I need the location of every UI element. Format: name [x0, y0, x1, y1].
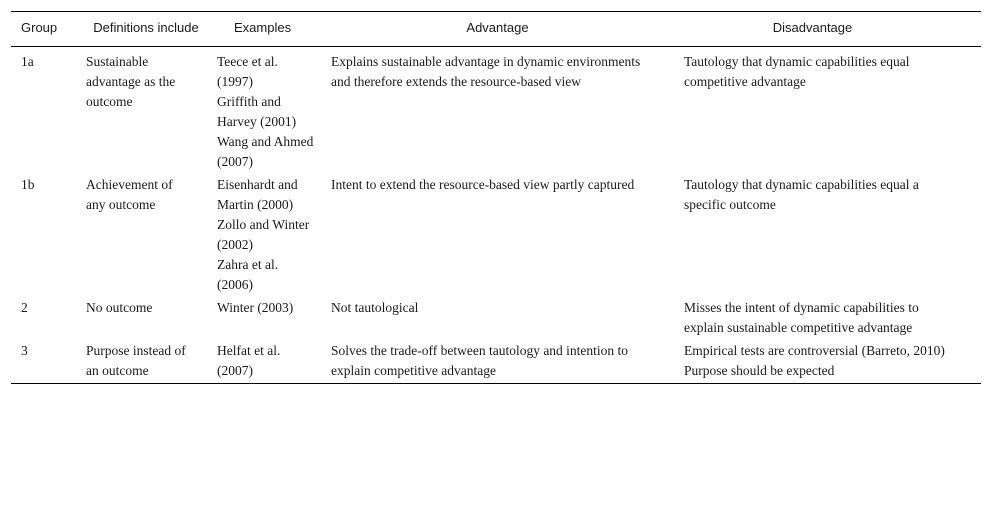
cell-examples: [217, 340, 331, 384]
cell-definitions: No outcome: [86, 300, 153, 315]
cell-group: 1a: [21, 54, 34, 69]
table-row: [11, 47, 981, 175]
header-disadvantage: Disadvantage: [772, 20, 853, 35]
example-citation: Helfat et al. (2007): [217, 343, 281, 378]
example-citation: Teece et al. (1997): [217, 54, 278, 89]
cell-group: 2: [21, 300, 28, 315]
cell-definitions: Purpose instead of an outcome: [86, 343, 186, 378]
cell-examples: [217, 174, 331, 297]
cell-group: 1b: [21, 177, 35, 192]
example-citation: Griffith and Harvey (2001): [217, 94, 297, 129]
example-citation: Zahra et al. (2006): [217, 257, 279, 292]
table-row: [11, 174, 981, 297]
cell-advantage: Intent to extend the resource-based view partly captured: [331, 177, 635, 192]
header-definitions: Definitions include: [93, 20, 199, 35]
definitions-table-container: [11, 11, 981, 384]
header-examples: Examples: [234, 20, 292, 35]
cell-disadvantage: Empirical tests are controversial (Barreto, 2010) Purpose should be expected: [684, 343, 945, 378]
cell-definitions: Achievement of any outcome: [86, 177, 173, 212]
cell-advantage: Solves the trade-off between tautology and intention to explain competitive advantage: [331, 343, 629, 378]
cell-examples: [217, 297, 331, 340]
cell-definitions: Sustainable advantage as the outcome: [86, 54, 176, 109]
table-header-row: [11, 12, 981, 47]
header-group: Group: [21, 20, 58, 35]
cell-disadvantage: Tautology that dynamic capabilities equal competitive advantage: [684, 54, 910, 89]
header-advantage: Advantage: [466, 20, 529, 35]
cell-disadvantage: Tautology that dynamic capabilities equal a specific outcome: [684, 177, 919, 212]
definitions-table: [11, 11, 981, 384]
example-citation: Winter (2003): [217, 300, 294, 315]
table-row: [11, 340, 981, 384]
example-citation: Wang and Ahmed (2007): [217, 134, 314, 169]
example-citation: Eisenhardt and Martin (2000): [217, 177, 298, 212]
example-citation: Zollo and Winter (2002): [217, 217, 310, 252]
cell-examples: [217, 47, 331, 175]
cell-advantage: Not tautological: [331, 300, 419, 315]
cell-group: 3: [21, 343, 28, 358]
cell-disadvantage: Misses the intent of dynamic capabilities to explain sustainable competitive advantage: [684, 300, 919, 335]
table-row: [11, 297, 981, 340]
cell-advantage: Explains sustainable advantage in dynamic environments and therefore extends the resource-based view: [331, 54, 641, 89]
